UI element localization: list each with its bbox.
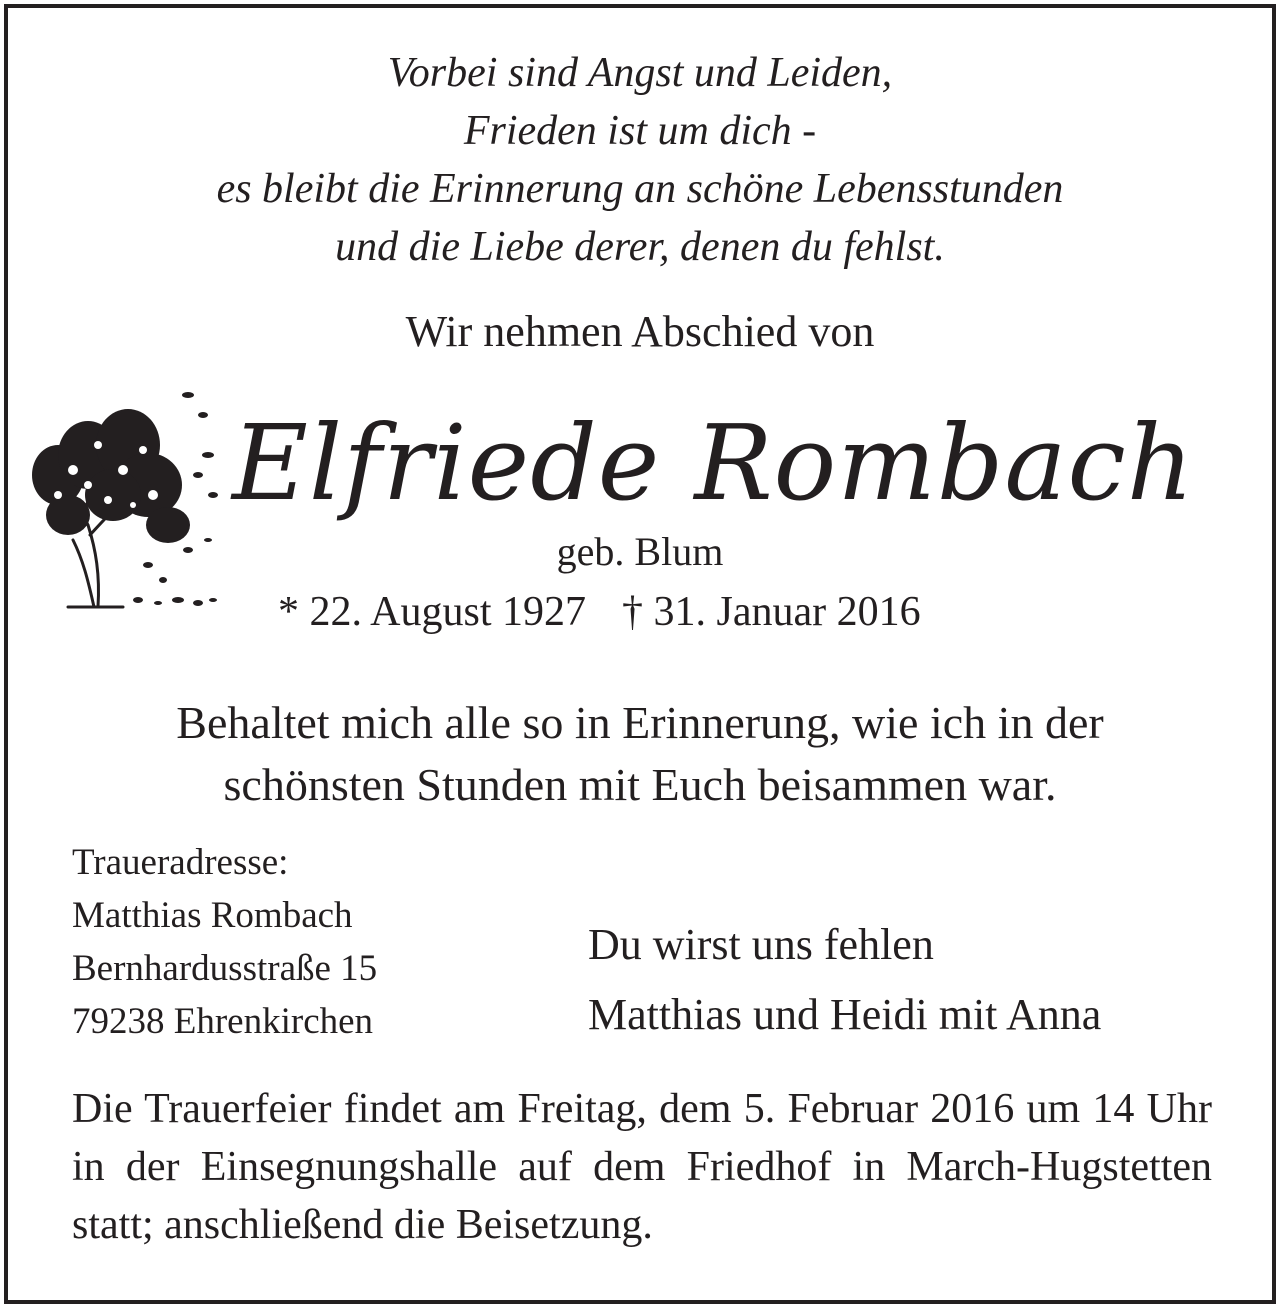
farewell-quote — [0, 692, 1280, 816]
poem-line: Vorbei sind Angst und Leiden, — [387, 50, 893, 96]
maiden-name: geb. Blum — [556, 529, 724, 574]
address-city: 79238 Ehrenkirchen — [72, 1001, 374, 1042]
windblown-tree-icon — [28, 375, 228, 615]
family-signature — [588, 910, 1101, 1050]
signature-line: Matthias und Heidi mit Anna — [588, 990, 1102, 1039]
deceased-name: Elfriede Rombach — [232, 402, 1195, 524]
poem — [0, 44, 1280, 276]
life-dates — [278, 588, 921, 636]
poem-line: Frieden ist um dich - — [463, 108, 817, 154]
address-name: Matthias Rombach — [72, 895, 353, 936]
poem-line: und die Liebe derer, denen du fehlst. — [335, 224, 945, 270]
quote-line: Behaltet mich alle so in Erinnerung, wie ich in der — [176, 697, 1104, 748]
funeral-service-notice: Die Trauerfeier findet am Freitag, dem 5. Februar 2016 um 14 Uhr in der Einsegnungshalle auf dem Friedhof in March-Hugstetten statt; anschließend die Beisetzung. — [72, 1086, 1212, 1248]
intro-text: Wir nehmen Abschied von — [405, 307, 875, 356]
signature-line: Du wirst uns fehlen — [588, 920, 934, 969]
mourning-address — [72, 836, 377, 1048]
death-date: † 31. Januar 2016 — [622, 589, 921, 635]
address-label: Traueradresse: — [72, 842, 289, 883]
quote-line: schönsten Stunden mit Euch beisammen war. — [223, 759, 1057, 810]
birth-date: * 22. August 1927 — [278, 589, 587, 635]
poem-line: es bleibt die Erinnerung an schöne Lebensstunden — [216, 166, 1064, 212]
address-street: Bernhardusstraße 15 — [72, 948, 378, 989]
